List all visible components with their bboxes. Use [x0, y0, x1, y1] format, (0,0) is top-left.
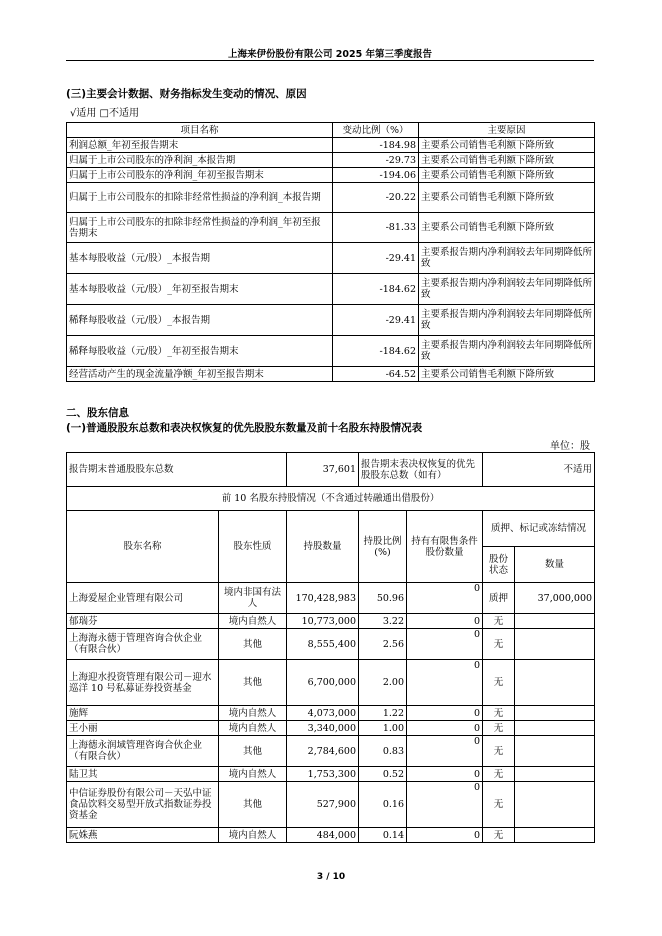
change-ratio-cell: -29.41: [333, 243, 419, 274]
table-row: [67, 305, 595, 336]
item-name-cell: 归属于上市公司股东的扣除非经常性损益的净利润_年初至报告期末: [67, 213, 333, 243]
item-name-cell: 归属于上市公司股东的扣除非经常性损益的净利润_本报告期: [67, 183, 333, 213]
main-reason-cell: 主要系公司销售毛利额下降所致: [419, 183, 595, 213]
section2-subheading: (一)普通股股东总数和表决权恢复的优先股股东数量及前十名股东持股情况表: [66, 422, 423, 434]
ratio-cell: 50.96: [359, 583, 407, 614]
ratio-cell: 0.16: [359, 782, 407, 828]
restricted-cell: 0: [407, 721, 483, 736]
main-reason-cell: 主要系报告期内净利润较去年同期降低所致: [419, 243, 595, 274]
shares-cell: 10,773,000: [287, 614, 359, 629]
main-reason-cell: 主要系公司销售毛利额下降所致: [419, 153, 595, 168]
col-main-reason: 主要原因: [419, 123, 595, 138]
ratio-cell: 3.22: [359, 614, 407, 629]
holder-name-cell: 上海爱屋企业管理有限公司: [67, 583, 219, 614]
holder-nature-cell: 境内自然人: [219, 706, 287, 721]
financial-changes-table: [66, 122, 595, 382]
restricted-cell: 0: [407, 614, 483, 629]
holder-name-cell: 郁瑞芬: [67, 614, 219, 629]
item-name-cell: 经营活动产生的现金流量净额_年初至报告期末: [67, 367, 333, 382]
item-name-cell: 利润总额_年初至报告期末: [67, 138, 333, 153]
holder-nature-cell: 境内非国有法人: [219, 583, 287, 614]
shares-cell: 527,900: [287, 782, 359, 828]
table-row: [67, 629, 595, 660]
pledge-status-cell: 无: [483, 828, 515, 843]
restricted-cell: 0: [407, 828, 483, 843]
shares-cell: 484,000: [287, 828, 359, 843]
top10-title: 前 10 名股东持股情况（不含通过转融通出借股份）: [67, 487, 595, 511]
restricted-cell: 0: [407, 736, 483, 767]
ratio-cell: 1.22: [359, 706, 407, 721]
holder-name-cell: 上海德永润域管理咨询合伙企业（有限合伙）: [67, 736, 219, 767]
holder-nature-cell: 境内自然人: [219, 828, 287, 843]
table-row: [67, 583, 595, 614]
col-holder-name: 股东名称: [67, 511, 219, 583]
col-item-name: 项目名称: [67, 123, 333, 138]
holder-name-cell: 陆卫其: [67, 767, 219, 782]
holder-nature-cell: 境内自然人: [219, 614, 287, 629]
ratio-cell: 0.52: [359, 767, 407, 782]
page-header: 上海来伊份股份有限公司 2025 年第三季度报告: [227, 49, 433, 60]
col-change-ratio: 变动比例（%）: [333, 123, 419, 138]
ratio-cell: 0.14: [359, 828, 407, 843]
main-reason-cell: 主要系公司销售毛利额下降所致: [419, 138, 595, 153]
shares-cell: 4,073,000: [287, 706, 359, 721]
preferred-holders-label: 报告期末表决权恢复的优先股股东总数（如有）: [359, 453, 483, 487]
total-holders-label: 报告期末普通股股东总数: [67, 453, 287, 487]
col-restricted: 持有有限售条件股份数量: [407, 511, 483, 583]
table-row: [67, 367, 595, 382]
pledge-status-cell: 无: [483, 721, 515, 736]
item-name-cell: 基本每股收益（元/股）_本报告期: [67, 243, 333, 274]
main-reason-cell: 主要系报告期内净利润较去年同期降低所致: [419, 305, 595, 336]
pledge-status-cell: 无: [483, 736, 515, 767]
item-name-cell: 稀释每股收益（元/股）_本报告期: [67, 305, 333, 336]
pledge-qty-cell: [515, 782, 595, 828]
pledge-status-cell: 无: [483, 706, 515, 721]
page-number: 3 / 10: [316, 872, 346, 882]
change-ratio-cell: -194.06: [333, 168, 419, 183]
applicable-checkbox-text: √适用 □不适用: [70, 108, 139, 119]
col-pledge-group: 质押、标记或冻结情况: [483, 511, 595, 547]
restricted-cell: 0: [407, 782, 483, 828]
holder-name-cell: 施辉: [67, 706, 219, 721]
holder-name-cell: 王小丽: [67, 721, 219, 736]
change-ratio-cell: -20.22: [333, 183, 419, 213]
pledge-qty-cell: [515, 706, 595, 721]
shares-cell: 170,428,983: [287, 583, 359, 614]
table-row: [67, 706, 595, 721]
holder-nature-cell: 其他: [219, 660, 287, 706]
pledge-qty-cell: [515, 767, 595, 782]
pledge-status-cell: 无: [483, 660, 515, 706]
pledge-status-cell: 无: [483, 782, 515, 828]
change-ratio-cell: -64.52: [333, 367, 419, 382]
col-shares: 持股数量: [287, 511, 359, 583]
change-ratio-cell: -29.73: [333, 153, 419, 168]
restricted-cell: 0: [407, 629, 483, 660]
table-row: [67, 153, 595, 168]
shares-cell: 8,555,400: [287, 629, 359, 660]
item-name-cell: 归属于上市公司股东的净利润_本报告期: [67, 153, 333, 168]
pledge-qty-cell: [515, 614, 595, 629]
pledge-status-cell: 无: [483, 614, 515, 629]
table-row: [67, 168, 595, 183]
restricted-cell: 0: [407, 660, 483, 706]
pledge-qty-cell: [515, 660, 595, 706]
pledge-status-cell: 无: [483, 767, 515, 782]
holder-name-cell: 上海海永德于管理咨询合伙企业（有限合伙）: [67, 629, 219, 660]
shares-cell: 3,340,000: [287, 721, 359, 736]
item-name-cell: 基本每股收益（元/股）_年初至报告期末: [67, 274, 333, 305]
main-reason-cell: 主要系公司销售毛利额下降所致: [419, 213, 595, 243]
preferred-holders-value: 不适用: [483, 453, 595, 487]
holder-nature-cell: 境内自然人: [219, 721, 287, 736]
pledge-qty-cell: [515, 629, 595, 660]
shares-cell: 1,753,300: [287, 767, 359, 782]
restricted-cell: 0: [407, 767, 483, 782]
holder-nature-cell: 其他: [219, 736, 287, 767]
item-name-cell: 稀释每股收益（元/股）_年初至报告期末: [67, 336, 333, 367]
col-pledge-qty: 数量: [515, 547, 595, 583]
header-rule: [66, 60, 594, 61]
table-row: [67, 274, 595, 305]
pledge-qty-cell: 37,000,000: [515, 583, 595, 614]
table-row: [67, 721, 595, 736]
main-reason-cell: 主要系报告期内净利润较去年同期降低所致: [419, 274, 595, 305]
holder-name-cell: 上海迎水投资管理有限公司－迎水巡洋 10 号私募证券投资基金: [67, 660, 219, 706]
main-reason-cell: 主要系公司销售毛利额下降所致: [419, 367, 595, 382]
table-row: [67, 614, 595, 629]
ratio-cell: 1.00: [359, 721, 407, 736]
pledge-qty-cell: [515, 721, 595, 736]
table-row: [67, 138, 595, 153]
holder-name-cell: 阮姝燕: [67, 828, 219, 843]
holder-nature-cell: 其他: [219, 629, 287, 660]
ratio-cell: 2.00: [359, 660, 407, 706]
ratio-cell: 2.56: [359, 629, 407, 660]
pledge-status-cell: 无: [483, 629, 515, 660]
holder-nature-cell: 其他: [219, 782, 287, 828]
holder-nature-cell: 境内自然人: [219, 767, 287, 782]
table-row: [67, 183, 595, 213]
shares-cell: 6,700,000: [287, 660, 359, 706]
table-row: [67, 767, 595, 782]
restricted-cell: 0: [407, 706, 483, 721]
change-ratio-cell: -29.41: [333, 305, 419, 336]
pledge-qty-cell: [515, 736, 595, 767]
shareholders-table: [66, 452, 595, 843]
change-ratio-cell: -184.62: [333, 336, 419, 367]
restricted-cell: 0: [407, 583, 483, 614]
table-row: [67, 782, 595, 828]
table-row: [67, 828, 595, 843]
unit-label: 单位：股: [550, 441, 590, 452]
table-row: [67, 243, 595, 274]
change-ratio-cell: -184.98: [333, 138, 419, 153]
main-reason-cell: 主要系公司销售毛利额下降所致: [419, 168, 595, 183]
change-ratio-cell: -81.33: [333, 213, 419, 243]
col-pledge-status: 股份状态: [483, 547, 515, 583]
ratio-cell: 0.83: [359, 736, 407, 767]
change-ratio-cell: -184.62: [333, 274, 419, 305]
shares-cell: 2,784,600: [287, 736, 359, 767]
col-holder-nature: 股东性质: [219, 511, 287, 583]
total-holders-value: 37,601: [287, 453, 359, 487]
pledge-status-cell: 质押: [483, 583, 515, 614]
main-reason-cell: 主要系报告期内净利润较去年同期降低所致: [419, 336, 595, 367]
pledge-qty-cell: [515, 828, 595, 843]
section2-heading: 二、股东信息: [66, 407, 129, 419]
holder-name-cell: 中信证券股份有限公司－天弘中证食品饮料交易型开放式指数证券投资基金: [67, 782, 219, 828]
table-row: [67, 213, 595, 243]
table-row: [67, 736, 595, 767]
table-row: [67, 336, 595, 367]
section3-heading: (三)主要会计数据、财务指标发生变动的情况、原因: [66, 88, 307, 100]
col-ratio: 持股比例(%): [359, 511, 407, 583]
item-name-cell: 归属于上市公司股东的净利润_年初至报告期末: [67, 168, 333, 183]
table-row: [67, 660, 595, 706]
